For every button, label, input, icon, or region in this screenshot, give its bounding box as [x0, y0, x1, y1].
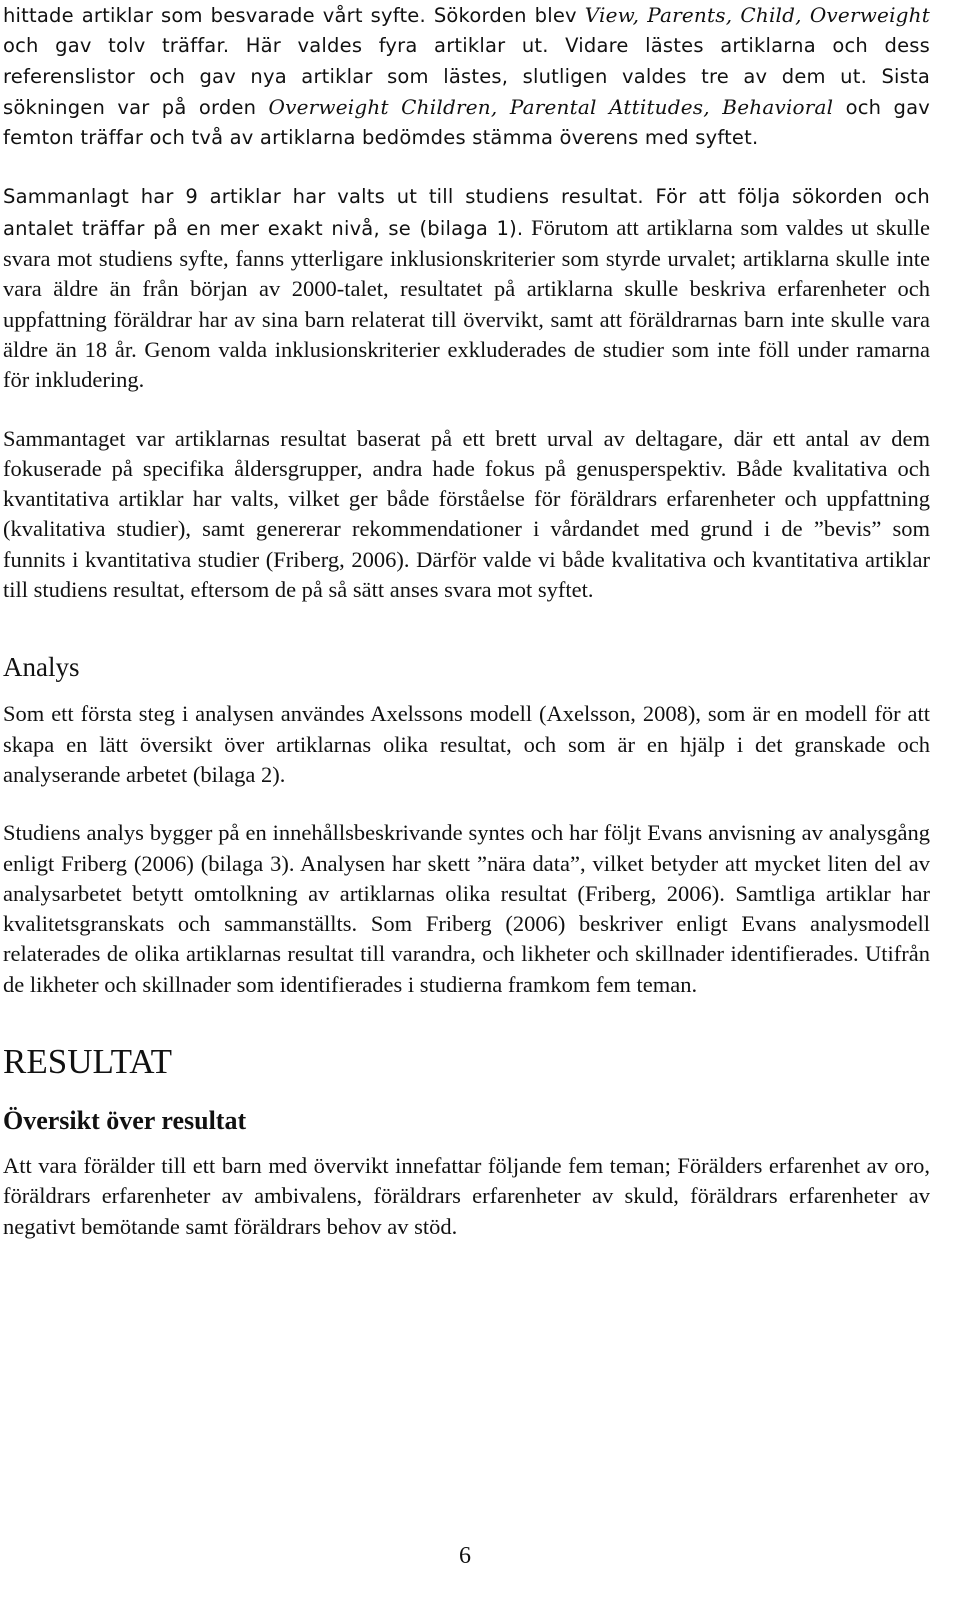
- search-terms-2: Overweight Children, Parental Attitudes, Behavioral: [268, 94, 834, 119]
- method-search-text-1: hittade artiklar som besvarade vårt syfte. Sökorden blev: [3, 4, 585, 27]
- analys-paragraph-2: Studiens analys bygger på en innehållsbeskrivande syntes och har följt Evans anvisning av analysgång enligt Friberg (2006) (bilaga 3). Analysen har skett ”nära data”, vilket betyder att mycket liten del av analysarbetet betytt omtolkning av artiklarnas olika resultat (Friberg, 2006). Samtliga artiklar har kvalitetsgranskats och sammanställts. Som Friberg (2006) beskriver enligt Evans analysmodell relaterades de olika artiklarnas resultat till varandra, och likheter och skillnader identifierades. Utifrån de likheter och skillnader som identifierades i studierna framkom fem teman.: [3, 820, 930, 997]
- page-number: 6: [459, 1543, 471, 1569]
- analys-paragraph-1: Som ett första steg i analysen användes Axelssons modell (Axelsson, 2008), som är en modell för att skapa en lätt översikt över artiklarnas olika resultat, och som är en hjälp i det granskade och analyserande arbetet (bilaga 2).: [3, 701, 930, 787]
- resultat-heading: RESULTAT: [3, 1042, 172, 1082]
- search-terms-1: View, Parents, Child, Overweight: [584, 3, 930, 27]
- oversikt-heading: Översikt över resultat: [3, 1106, 247, 1136]
- method-search-text-2: och gav tolv träffar. Här valdes fyra artiklar ut. Vidare lästes artiklarna och dess referenslistor och gav nya artiklar som lästes, slutligen valdes tre av dem ut. Sista sökningen var på orden: [3, 34, 930, 119]
- oversikt-paragraph: Att vara förälder till ett barn med övervikt innefattar följande fem teman; Förälders erfarenhet av oro, föräldrars erfarenheter av ambivalens, föräldrars erfarenheter av skuld, föräldrars erfarenheter av negativt bemötande samt föräldrars behov av stöd.: [3, 1153, 930, 1239]
- results-overview-paragraph: Sammantaget var artiklarnas resultat baserat på ett brett urval av deltagare, där ett antal av dem fokuserade på specifika åldersgrupper, andra hade fokus på genusperspektiv. Både kvalitativa och kvantitativa artiklar har valts, vilket ger både förståelse för föräldrars erfarenheter och uppfattning (kvalitativa studier), samt genererar rekommendationer i vårdandet med grund i de ”bevis” som funnits i kvantitativa studier (Friberg, 2006). Därför valde vi både kvalitativa och kvantitativa artiklar till studiens resultat, eftersom de på så sätt anses svara mot syftet.: [3, 425, 930, 603]
- document-page: [3, 0, 930, 1242]
- selection-summary-text: Sammanlagt har 9 artiklar har valts ut till studiens resultat. För att följa sökorden och antalet träffar på en mer exakt nivå, se (bilaga 1).: [3, 185, 930, 240]
- method-search-text-3: och gav femton träffar och två av artiklarna bedömdes stämma överens med syftet.: [3, 95, 930, 150]
- analys-heading: Analys: [3, 652, 80, 683]
- inclusion-criteria-text: Förutom att artiklarna som valdes ut skulle svara mot studiens syfte, fanns ytterligare inklusionskriterier som styrde urvalet; artiklarna skulle inte vara äldre än från början av 2000-talet, resultatet på artiklarna skulle beskriva erfarenheter och uppfattning föräldrar har av sina barn relaterat till övervikt, samt att föräldrarnas barn inte skulle vara äldre än 18 år. Genom valda inklusionskriterier exkluderades de studier som inte föll under ramarna för inkludering.: [3, 214, 930, 393]
- selection-paragraph: [3, 181, 930, 395]
- method-search-paragraph: [3, 0, 930, 153]
